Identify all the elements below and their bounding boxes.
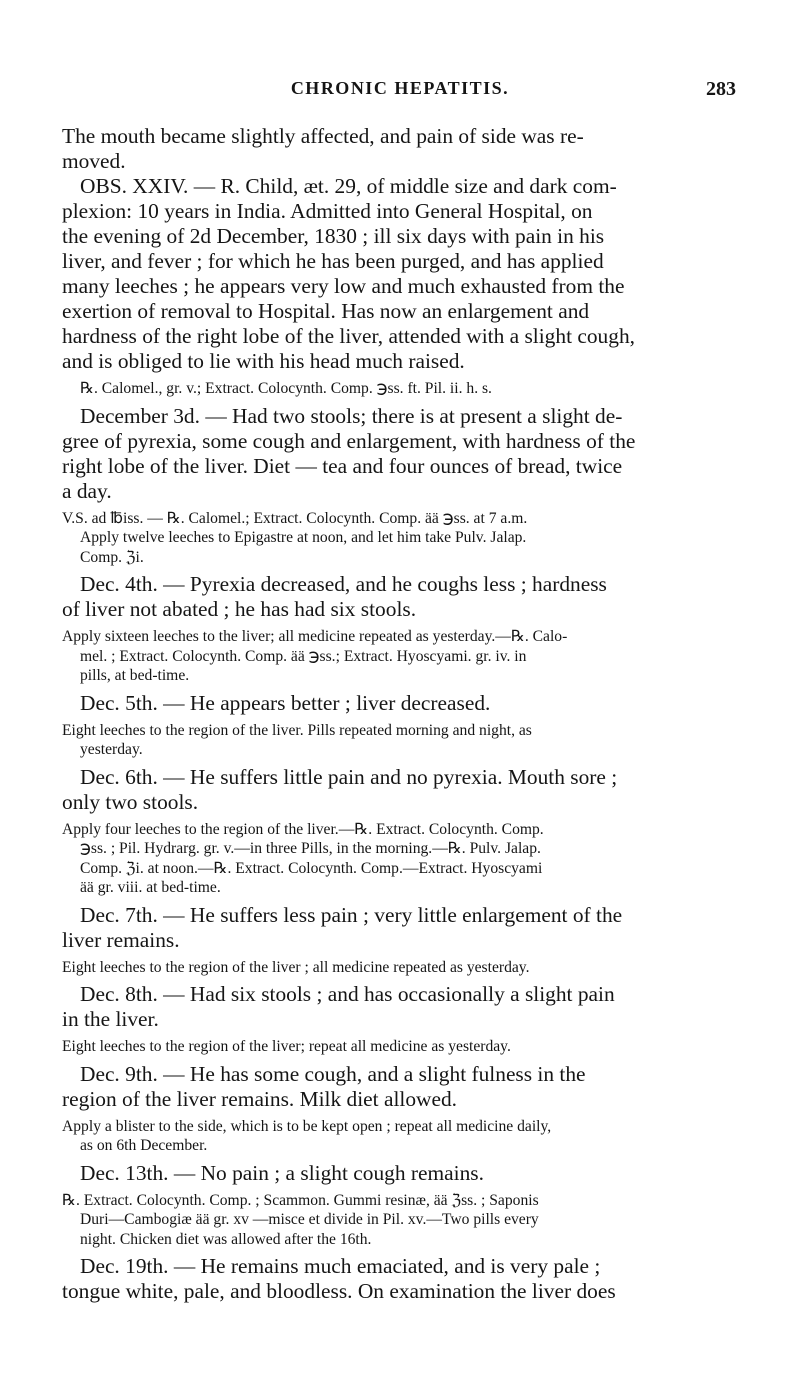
running-title: CHRONIC HEPATITIS. <box>290 78 510 98</box>
prescription-line: V.S. ad ℔iss. — ℞. Calomel.; Extract. Colocynth. Comp. ää ℈ss. at 7 a.m. <box>62 509 528 527</box>
paragraph-line: exertion of removal to Hospital. Has now an enlargement and <box>62 299 590 323</box>
prescription-line: Comp. ℨi. at noon.—℞. Extract. Colocynth. Comp.—Extract. Hyoscyami <box>80 859 543 877</box>
paragraph-line: Dec. 13th. — No pain ; a slight cough remains. <box>80 1160 484 1185</box>
prescription-line: night. Chicken diet was allowed after the 16th. <box>80 1230 372 1248</box>
prescription-line: Apply twelve leeches to Epigastre at noon, and let him take Pulv. Jalap. <box>80 529 527 546</box>
paragraph-line: a day. <box>62 478 112 503</box>
paragraph-line: gree of pyrexia, some cough and enlargement, with hardness of the <box>62 428 636 453</box>
prescription-line: yesterday. <box>80 741 143 758</box>
paragraph-line: plexion: 10 years in India. Admitted into General Hospital, on <box>62 199 593 223</box>
paragraph-line: hardness of the right lobe of the liver, attended with a slight cough, <box>62 324 635 348</box>
paragraph-line: Dec. 19th. — He remains much emaciated, and is very pale ; <box>80 1254 601 1278</box>
paragraph-line: right lobe of the liver. Diet — tea and four ounces of bread, twice <box>62 453 623 478</box>
prescription-line: Eight leeches to the region of the liver ; all medicine repeated as yesterday. <box>62 958 530 976</box>
prescription-line: mel. ; Extract. Colocynth. Comp. ää ℈ss.; Extract. Hyoscyami. gr. iv. in <box>80 647 527 665</box>
paragraph-line: region of the liver remains. Milk diet allowed. <box>62 1086 458 1111</box>
prescription-line: ää gr. viii. at bed-time. <box>80 879 221 896</box>
paragraph-line: and is obliged to lie with his head much raised. <box>62 349 465 373</box>
prescription-line: Duri—Cambogiæ ää gr. xv —misce et divide in Pil. xv.—Two pills every <box>80 1211 539 1228</box>
paragraph-line: liver remains. <box>62 927 180 952</box>
paragraph-line: moved. <box>62 149 126 173</box>
paragraph-line: December 3d. — Had two stools; there is at present a slight de- <box>80 403 623 428</box>
prescription-line: Comp. ℨi. <box>80 548 144 566</box>
paragraph-line: of liver not abated ; he has had six stools. <box>62 597 417 621</box>
page-header <box>0 74 800 104</box>
paragraph-line: only two stools. <box>62 789 199 814</box>
prescription-line: ℞. Extract. Colocynth. Comp. ; Scammon. Gummi resinæ, ää ℨss. ; Saponis <box>62 1191 539 1209</box>
paragraph-line: tongue white, pale, and bloodless. On examination the liver does <box>62 1279 616 1303</box>
prescription-line: Eight leeches to the region of the liver. Pills repeated morning and night, as <box>62 721 532 739</box>
paragraph-line: the evening of 2d December, 1830 ; ill six days with pain in his <box>62 224 605 248</box>
page-number: 283 <box>706 78 736 100</box>
paragraph-line: Dec. 5th. — He appears better ; liver decreased. <box>80 690 491 715</box>
prescription-line: Apply four leeches to the region of the liver.—℞. Extract. Colocynth. Comp. <box>62 820 544 838</box>
paragraph-line: Dec. 7th. — He suffers less pain ; very little enlargement of the <box>80 902 623 927</box>
paragraph-line: Dec. 4th. — Pyrexia decreased, and he coughs less ; hardness <box>80 572 607 596</box>
prescription-line: as on 6th December. <box>80 1137 208 1154</box>
paragraph-line: OBS. XXIV. — R. Child, æt. 29, of middle size and dark com- <box>80 174 617 198</box>
prescription-line: ℞. Calomel., gr. v.; Extract. Colocynth. Comp. ℈ss. ft. Pil. ii. h. s. <box>80 380 492 397</box>
prescription-line: pills, at bed-time. <box>80 667 190 684</box>
body-text <box>62 124 736 1304</box>
paragraph-line: liver, and fever ; for which he has been purged, and has applied <box>62 249 604 273</box>
paragraph-line: Dec. 9th. — He has some cough, and a slight fulness in the <box>80 1061 586 1086</box>
paragraph-line: Dec. 8th. — Had six stools ; and has occasionally a slight pain <box>80 982 615 1006</box>
prescription-line: Apply a blister to the side, which is to be kept open ; repeat all medicine daily, <box>62 1117 552 1135</box>
prescription-line: Eight leeches to the region of the liver; repeat all medicine as yesterday. <box>62 1038 511 1055</box>
paragraph-line: The mouth became slightly affected, and pain of side was re- <box>62 124 584 148</box>
prescription-line: Apply sixteen leeches to the liver; all medicine repeated as yesterday.—℞. Calo- <box>62 628 568 645</box>
prescription-line: ℈ss. ; Pil. Hydrarg. gr. v.—in three Pills, in the morning.—℞. Pulv. Jalap. <box>80 840 541 857</box>
paragraph-line: in the liver. <box>62 1007 159 1031</box>
paragraph-line: many leeches ; he appears very low and much exhausted from the <box>62 274 625 298</box>
paragraph-line: Dec. 6th. — He suffers little pain and no pyrexia. Mouth sore ; <box>80 764 618 789</box>
